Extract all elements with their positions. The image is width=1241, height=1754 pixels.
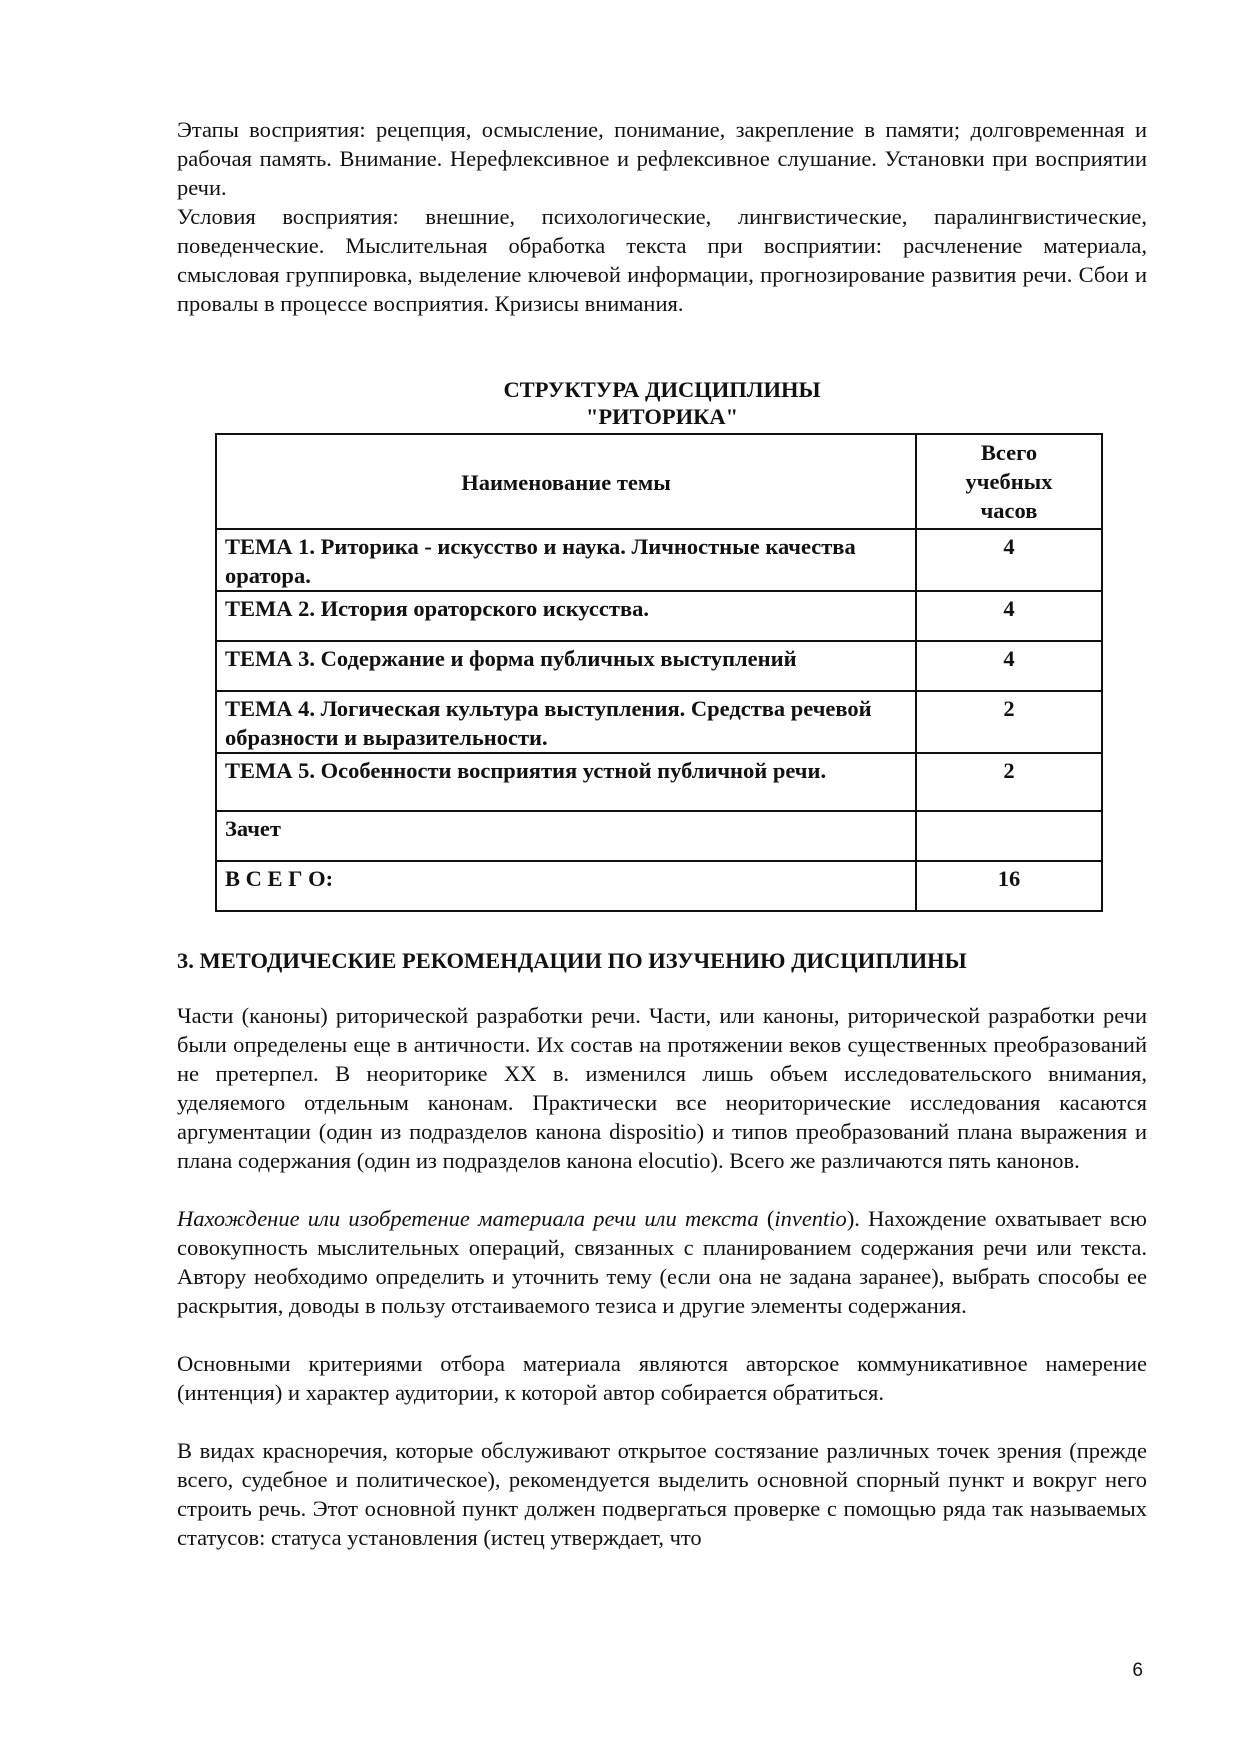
section-3-paragraph-1: Части (каноны) риторической разработки речи. Части, или каноны, риторической разработки речи были определены еще в античности. Их состав на протяжении веков существенных преобразований не претерпел. В неориторике XX в. изменился лишь объем исследовательского внимания, уделяемого отдельным канонам. Практически все неориторические исследования касаются аргументации (один из подразделов канона dispositio) и типов преобразований плана выражения и плана содержания (один из подразделов канона elocutio). Всего же различаются пять канонов. xyxy=(177,1003,1147,1173)
table-row xyxy=(216,529,1102,591)
intro-paragraph-1: Этапы восприятия: рецепция, осмысление, понимание, закрепление в памяти; долговременная и рабочая память. Внимание. Нерефлексивное и рефлексивное слушание. Установки при восприятии речи. xyxy=(177,117,1147,200)
topic-cell: ТЕМА 2. История ораторского искусства. xyxy=(216,591,916,641)
section-3-body xyxy=(177,1001,1147,1552)
inventio-text: ). Нахождение охватывает всю совокупность мыслительных операций, связанных с планированием содержания речи или текста. Автору необходимо определить и уточнить тему (если она не задана заранее), выбрать способы ее раскрытия, доводы в пользу отстаиваемого тезиса и другие элементы содержания. xyxy=(177,1206,1147,1318)
topic-cell: ТЕМА 5. Особенности восприятия устной публичной речи. xyxy=(216,753,916,811)
topic-cell: ТЕМА 4. Логическая культура выступления. Средства речевой образности и выразительности. xyxy=(216,691,916,753)
section-3-paragraph-3: Основными критериями отбора материала являются авторское коммуникативное намерение (интенция) и характер аудитории, к которой автор собирается обратиться. xyxy=(177,1351,1147,1405)
structure-title-line-1: СТРУКТУРА ДИСЦИПЛИНЫ xyxy=(503,377,821,402)
table-row xyxy=(216,691,1102,753)
structure-title-line-2: "РИТОРИКА" xyxy=(585,404,739,429)
topic-cell: ТЕМА 3. Содержание и форма публичных выступлений xyxy=(216,641,916,691)
section-3-paragraph-2 xyxy=(177,1204,1147,1320)
hours-cell xyxy=(916,811,1102,861)
hours-cell: 4 xyxy=(916,641,1102,691)
total-hours-cell: 16 xyxy=(916,861,1102,911)
topic-cell: ТЕМА 1. Риторика - искусство и наука. Личностные качества оратора. xyxy=(216,529,916,591)
topic-cell: Зачет xyxy=(216,811,916,861)
section-3-heading: 3. МЕТОДИЧЕСКИЕ РЕКОМЕНДАЦИИ ПО ИЗУЧЕНИЮ ДИСЦИПЛИНЫ xyxy=(177,948,967,973)
page-number: 6 xyxy=(1132,1660,1143,1681)
paren-open: ( xyxy=(758,1206,775,1231)
hours-cell: 4 xyxy=(916,529,1102,591)
table-row-total xyxy=(216,861,1102,911)
table-row xyxy=(216,811,1102,861)
structure-title xyxy=(177,376,1147,430)
header-topic: Наименование темы xyxy=(216,434,916,529)
intro-text xyxy=(177,115,1147,318)
section-3-paragraph-4: В видах красноречия, которые обслуживают открытое состязание различных точек зрения (прежде всего, судебное и политическое), рекомендуется выделить основной спорный пункт и вокруг него строить речь. Этот основной пункт должен подвергаться проверке с помощью ряда так называемых статусов: статуса установления (истец утверждает, что xyxy=(177,1438,1147,1550)
structure-table xyxy=(215,433,1103,912)
table-row xyxy=(216,591,1102,641)
table-row xyxy=(216,641,1102,691)
intro-paragraph-2: Условия восприятия: внешние, психологические, лингвистические, паралингвистические, поведенческие. Мыслительная обработка текста при восприятии: расчленение материала, смысловая группировка, выделение ключевой информации, прогнозирование развития речи. Сбои и провалы в процессе восприятия. Кризисы внимания. xyxy=(177,204,1147,316)
table-header-row xyxy=(216,434,1102,529)
inventio-heading: Нахождение или изобретение материала речи или текста xyxy=(177,1206,759,1231)
inventio-term: inventio xyxy=(774,1206,847,1231)
total-label-cell: В С Е Г О: xyxy=(216,861,916,911)
hours-cell: 2 xyxy=(916,753,1102,811)
hours-cell: 4 xyxy=(916,591,1102,641)
hours-cell: 2 xyxy=(916,691,1102,753)
header-hours: Всего учебных часов xyxy=(916,434,1102,529)
table-row xyxy=(216,753,1102,811)
